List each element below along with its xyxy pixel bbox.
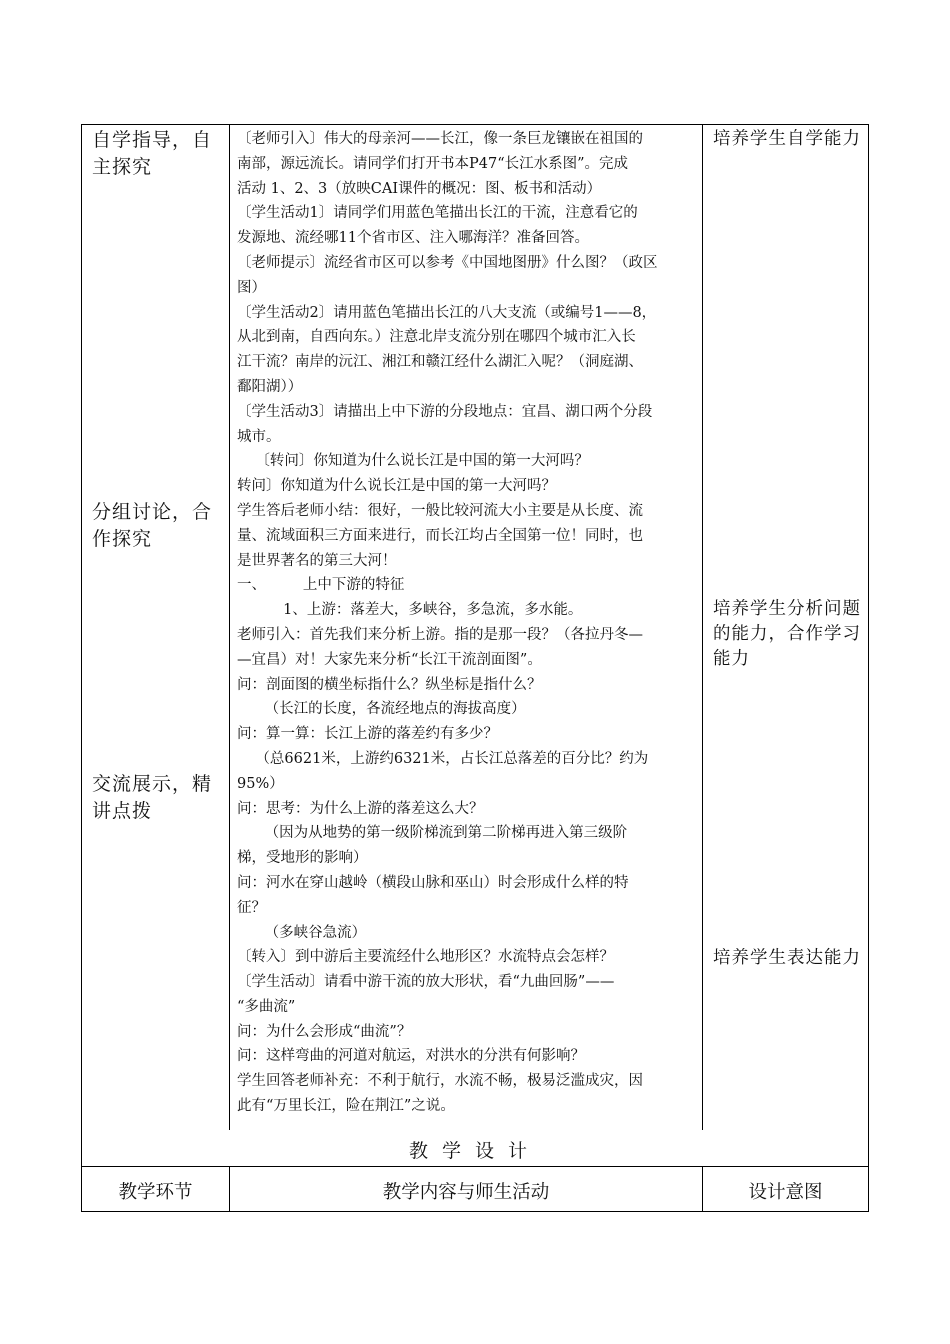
- content-line: 发源地、流经哪11个省市区、注入哪海洋？准备回答。: [237, 230, 589, 247]
- content-line: 学生回答老师补充：不利于航行，水流不畅，极易泛滥成灾，因: [237, 1073, 643, 1090]
- content-line: 老师引入：首先我们来分析上游。指的是那一段？（各拉丹冬—: [237, 626, 643, 643]
- content-line: 问：思考：为什么上游的落差这么大？: [237, 800, 484, 817]
- content-line: 〔转入〕到中游后主要流经什么地形区？水流特点会怎样？: [237, 949, 614, 966]
- content-line: 量、流域面积三方面来进行，而长江均占全国第一位！同时，也: [237, 527, 643, 544]
- teaching-content: [237, 127, 699, 1119]
- content-line: （总6621米，上游约6321米，占长江总落差的百分比？约为: [237, 750, 649, 767]
- header-intent: 设计意图: [748, 1182, 823, 1203]
- content-line: 活动 1、2、3（放映CAI课件的概况：图、板书和活动）: [237, 180, 602, 197]
- header-row-top-border: [81, 1166, 869, 1167]
- content-line: 〔学生活动3〕请描出上中下游的分段地点：宜昌、湖口两个分段: [237, 403, 653, 420]
- content-line: 〔转问〕你知道为什么说长江是中国的第一大河吗？: [237, 453, 589, 470]
- header-stage: 教学环节: [118, 1182, 193, 1203]
- content-line: 一、 上中下游的特征: [237, 577, 405, 594]
- content-line: “多曲流”: [237, 998, 296, 1015]
- content-line: 〔学生活动2〕请用蓝色笔描出长江的八大支流（或编号1——8，: [237, 304, 657, 321]
- content-line: 梯，受地形的影响）: [237, 850, 368, 867]
- intent-self-study: 培养学生自学能力: [713, 129, 861, 149]
- content-line: 征？: [237, 899, 266, 916]
- content-line: 鄱阳湖））: [237, 378, 303, 395]
- content-line: （多峡谷急流）: [237, 924, 367, 941]
- content-line: 图）: [237, 279, 266, 296]
- stage-presentation: 交流展示，精讲点拨: [92, 773, 213, 822]
- content-line: 〔学生活动1〕请同学们用蓝色笔描出长江的干流，注意看它的: [237, 205, 638, 222]
- content-line: 江干流？南岸的沅江、湘江和赣江经什么湖汇入呢？（洞庭湖、: [237, 354, 643, 371]
- content-line: （长江的长度，各流经地点的海拔高度）: [237, 701, 526, 718]
- column-divider-right: [702, 124, 703, 1130]
- content-line: 转问〕你知道为什么说长江是中国的第一大河吗？: [237, 478, 556, 495]
- content-line: 问：为什么会形成“曲流”？: [237, 1023, 412, 1040]
- intent-analysis: 培养学生分析问题的能力，合作学习能力: [713, 599, 861, 669]
- content-line: 南部，源远流长。请同学们打开书本P47“长江水系图”。完成: [237, 155, 629, 172]
- content-line: 〔老师引入〕伟大的母亲河——长江，像一条巨龙镶嵌在祖国的: [237, 131, 643, 147]
- content-line: —宜昌）对！大家先来分析“长江干流剖面图”。: [237, 651, 542, 668]
- content-line: （因为从地势的第一级阶梯流到第二阶梯再进入第三级阶: [237, 825, 628, 842]
- content-line: 〔老师提示〕流经省市区可以参考《中国地图册》什么图？（政区: [237, 254, 658, 271]
- content-line: 1、上游：落差大，多峡谷，多急流，多水能。: [237, 602, 583, 619]
- content-line: 95%）: [237, 775, 284, 792]
- content-line: 从北到南，自西向东。）注意北岸支流分别在哪四个城市汇入长: [237, 329, 636, 346]
- content-line: 此有“万里长江，险在荆江”之说。: [237, 1098, 455, 1115]
- stage-self-study: 自学指导，自主探究: [92, 129, 213, 178]
- design-title: 教学设计: [408, 1140, 541, 1162]
- intent-expression: 培养学生表达能力: [713, 948, 861, 968]
- column-divider-left: [229, 124, 230, 1130]
- content-line: 学生答后老师小结：很好，一般比较河流大小主要是从长度、流: [237, 502, 643, 519]
- content-line: 问：剖面图的横坐标指什么？纵坐标是指什么？: [237, 676, 542, 693]
- content-line: 问：河水在穿山越岭（横段山脉和巫山）时会形成什么样的特: [237, 874, 629, 891]
- header-content: 教学内容与师生活动: [382, 1182, 550, 1203]
- content-line: 城市。: [237, 428, 281, 445]
- content-line: 是世界著名的第三大河！: [237, 552, 397, 569]
- content-line: 问：算一算：长江上游的落差约有多少？: [237, 726, 498, 743]
- content-line: 问：这样弯曲的河道对航运，对洪水的分洪有何影响？: [237, 1048, 585, 1065]
- content-line: 〔学生活动〕请看中游干流的放大形状，看“九曲回肠”——: [237, 974, 615, 991]
- stage-group-discussion: 分组讨论，合作探究: [92, 501, 213, 550]
